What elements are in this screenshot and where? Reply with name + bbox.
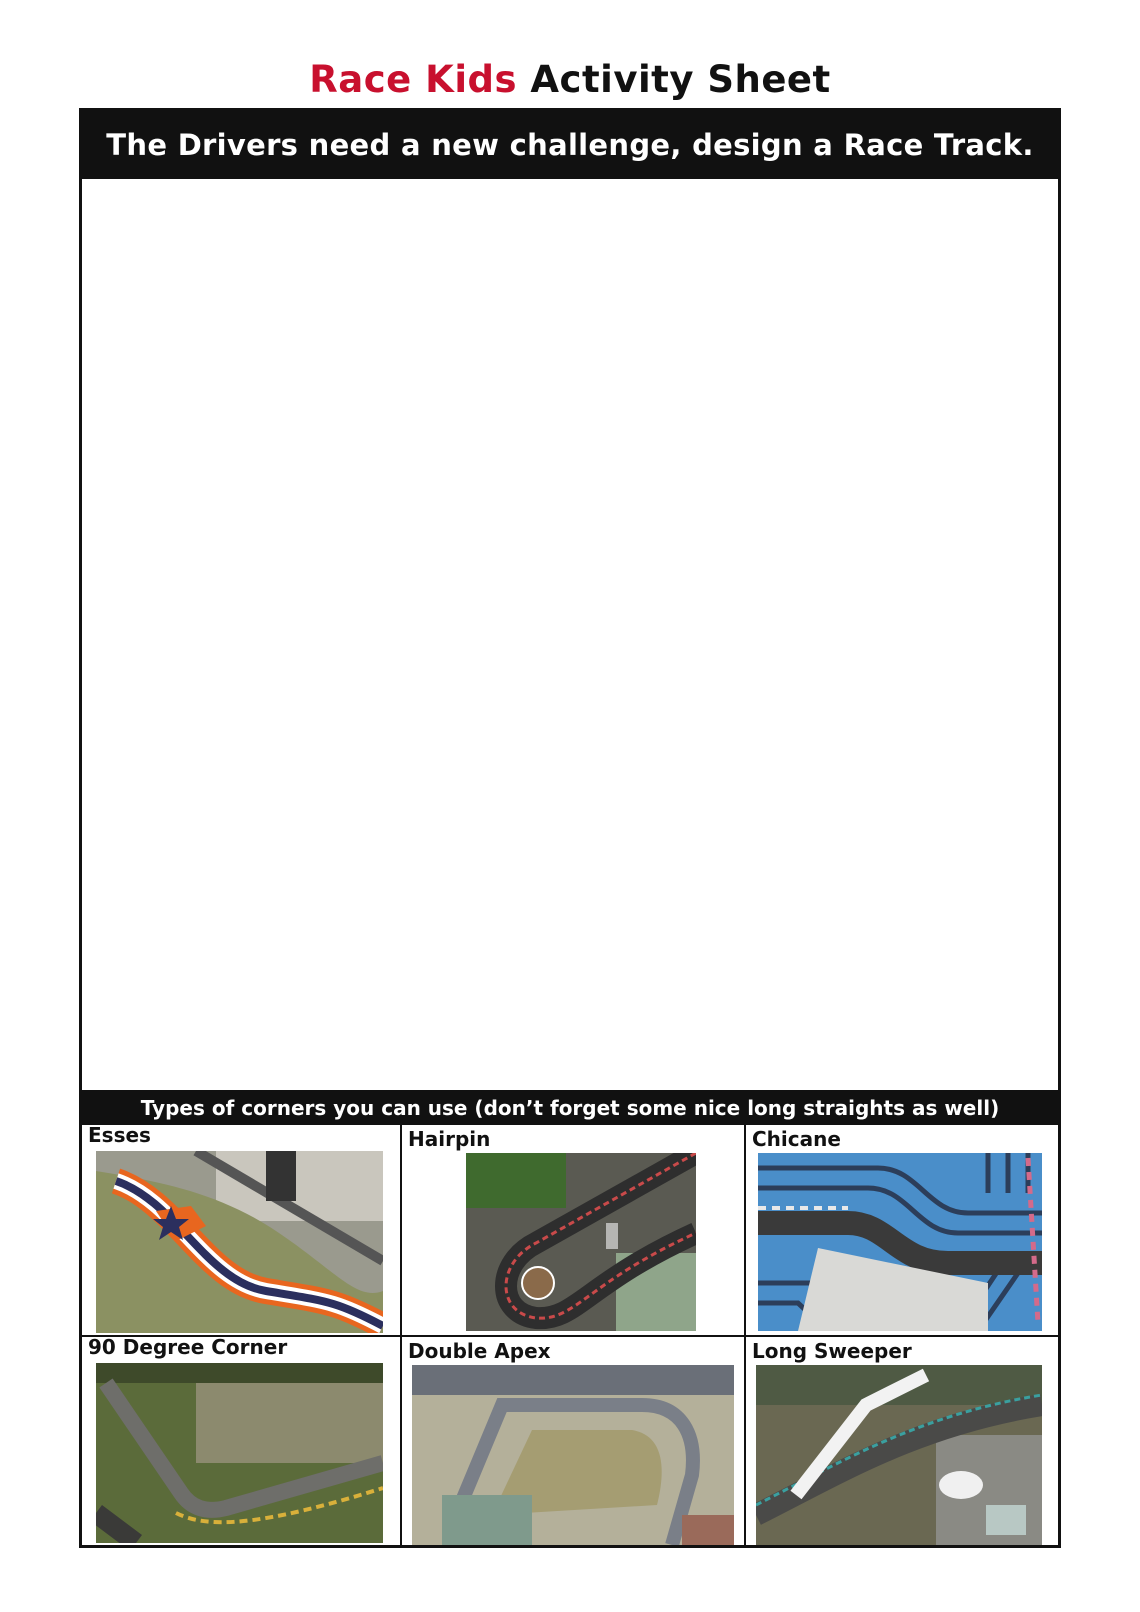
corner-label: Chicane <box>752 1127 841 1151</box>
corner-cell-double-apex <box>402 1337 746 1545</box>
corner-label: Long Sweeper <box>752 1339 912 1363</box>
corner-cell-esses <box>82 1125 402 1337</box>
activity-sheet <box>79 108 1061 1548</box>
drawing-area[interactable] <box>82 179 1058 1090</box>
corner-cell-long-sweeper <box>746 1337 1058 1545</box>
corner-types-header: Types of corners you can use (don’t forget some nice long straights as well) <box>82 1090 1058 1125</box>
title-brand: Race Kids <box>309 58 518 101</box>
90-degree-corner-aerial-photo <box>96 1363 383 1543</box>
corner-cell-chicane <box>746 1125 1058 1337</box>
page-title <box>0 58 1140 101</box>
corner-label: 90 Degree Corner <box>88 1335 288 1359</box>
corner-cell-90-degree <box>82 1337 402 1545</box>
corner-label: Double Apex <box>408 1339 551 1363</box>
long-sweeper-aerial-photo <box>756 1365 1042 1545</box>
corner-types-grid <box>82 1125 1058 1545</box>
double-apex-aerial-photo <box>412 1365 734 1545</box>
corner-cell-hairpin <box>402 1125 746 1337</box>
chicane-aerial-photo <box>758 1153 1042 1331</box>
corner-label: Esses <box>88 1123 151 1147</box>
title-rest: Activity Sheet <box>530 58 831 101</box>
hairpin-aerial-photo <box>466 1153 696 1331</box>
esses-aerial-photo <box>96 1151 383 1333</box>
instruction-header: The Drivers need a new challenge, design a Race Track. <box>82 111 1058 179</box>
corner-label: Hairpin <box>408 1127 491 1151</box>
